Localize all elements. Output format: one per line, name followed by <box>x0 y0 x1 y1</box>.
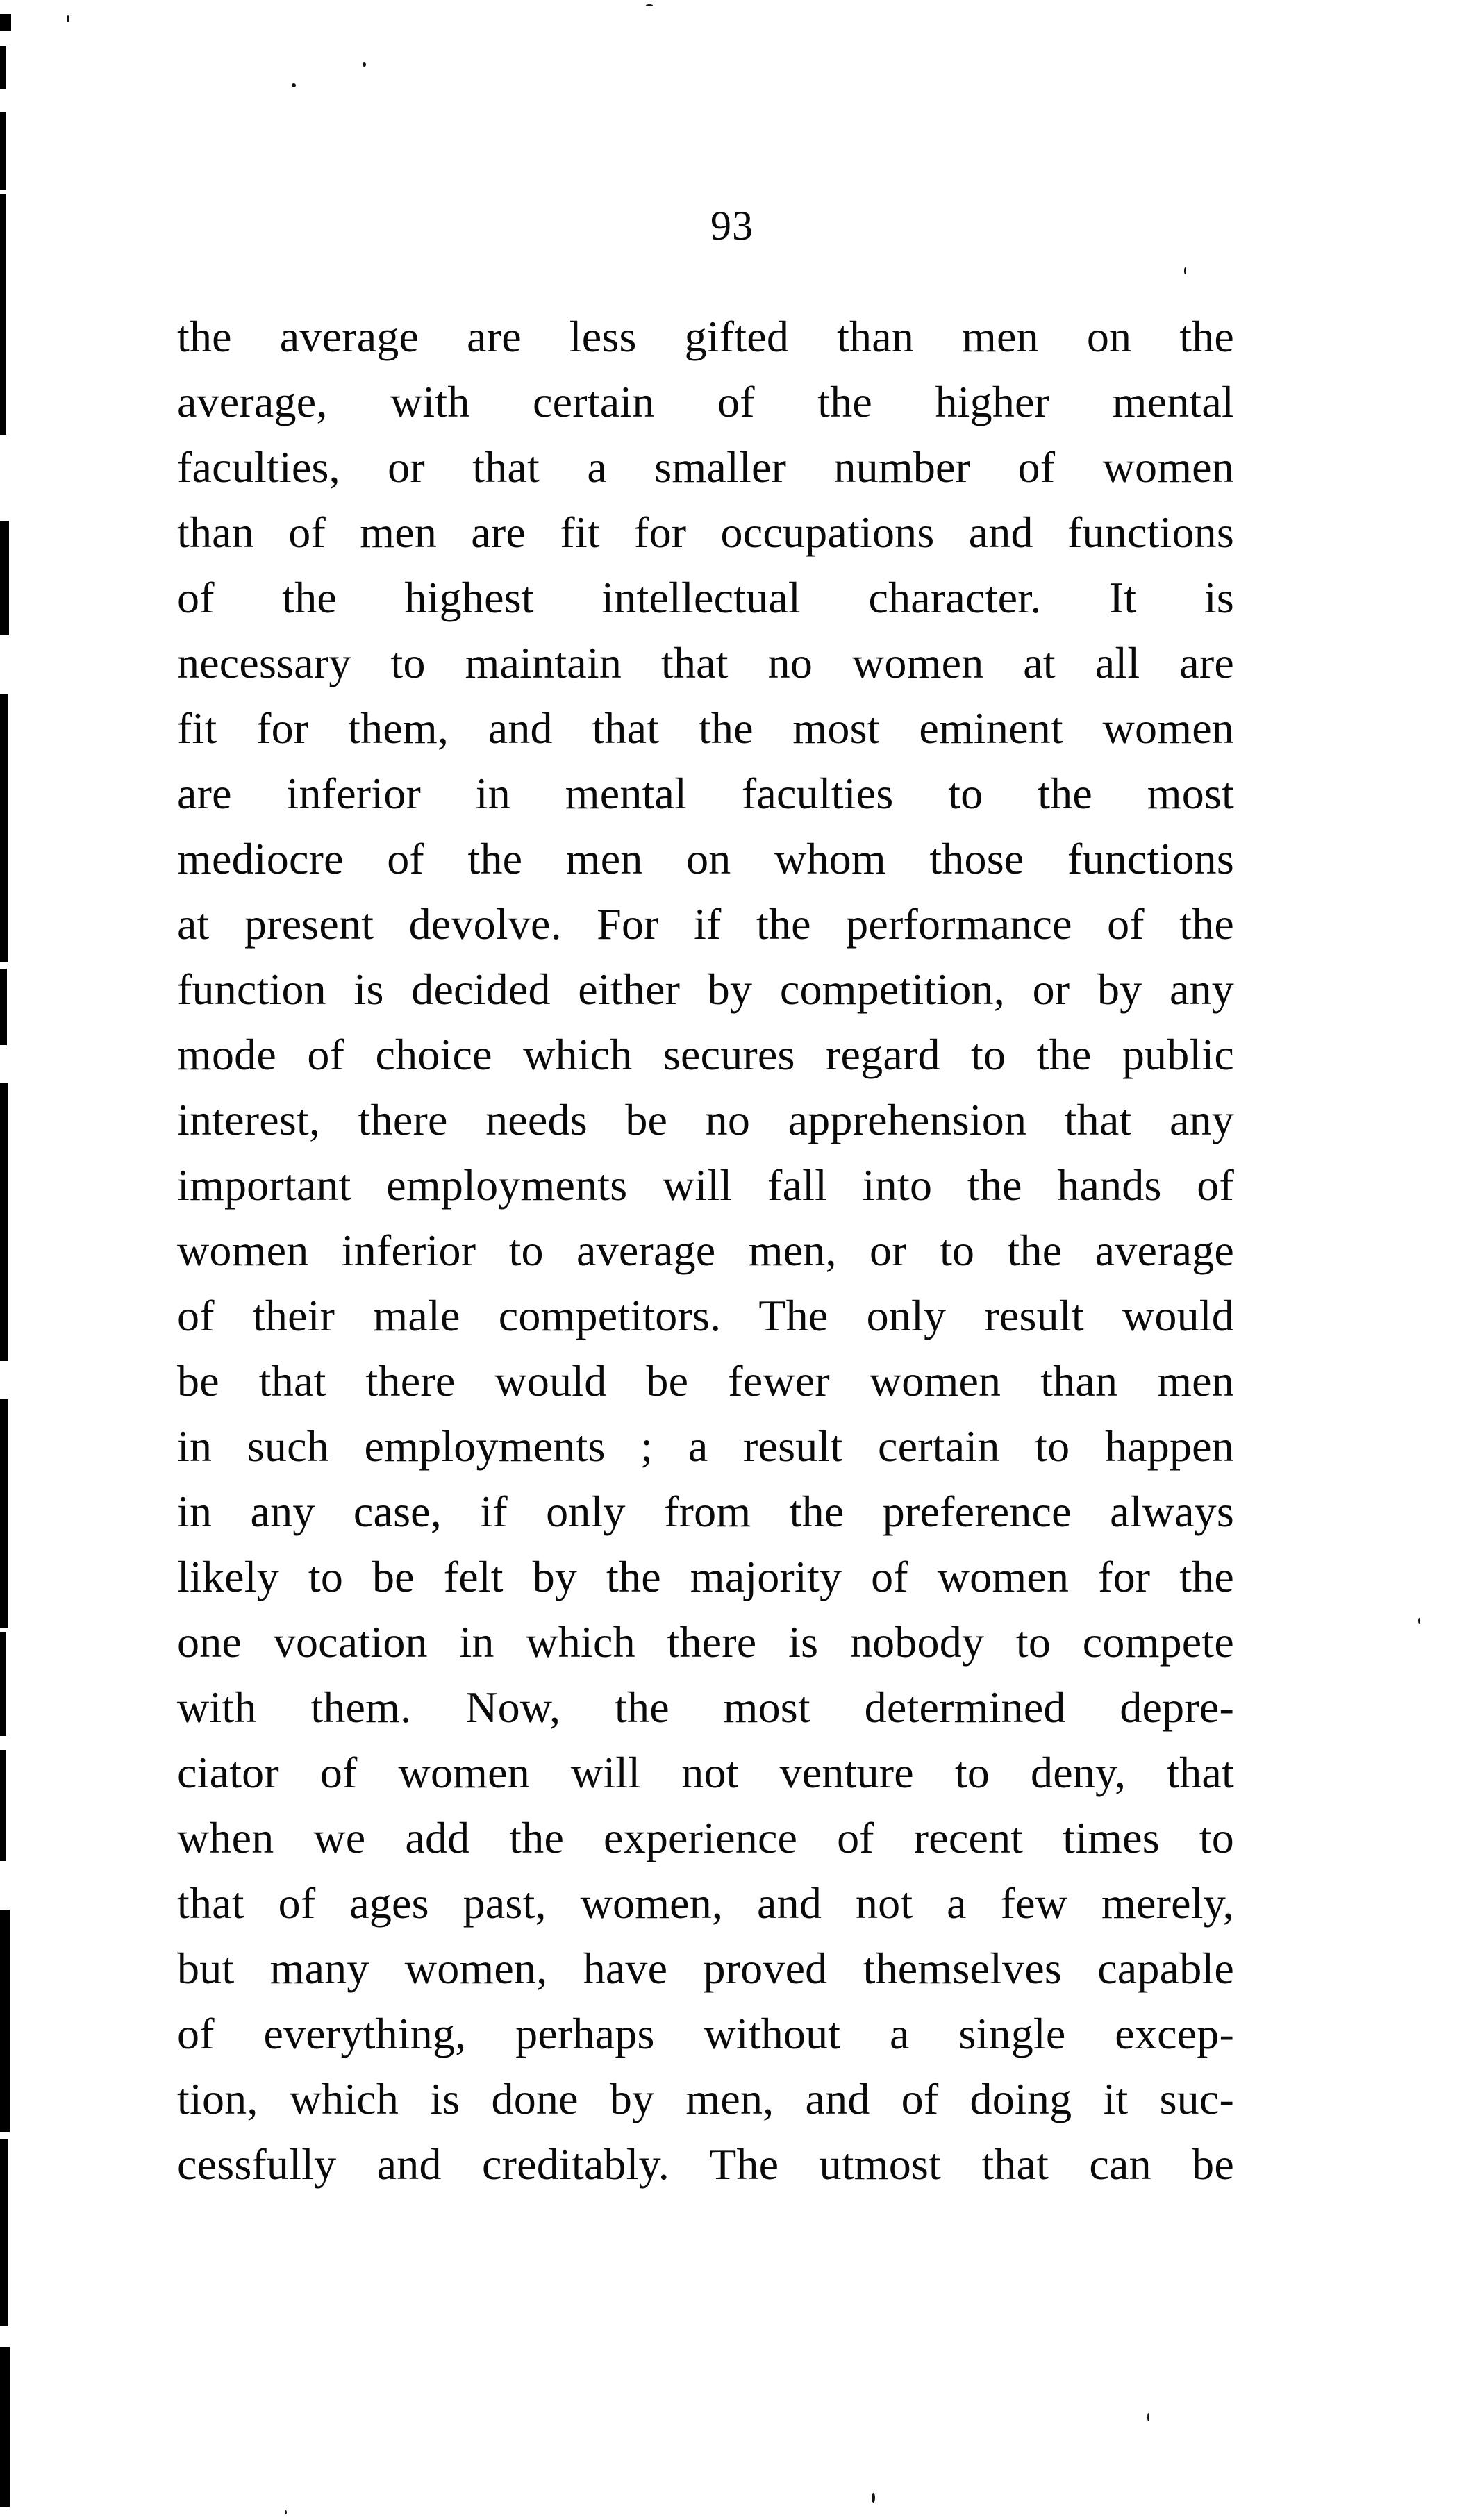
text-line: of their male competitors. The only result would <box>177 1291 1234 1340</box>
binding-edge-mark <box>0 2139 8 2326</box>
text-line: but many women, have proved themselves capable <box>177 1944 1234 1993</box>
text-line: of everything, perhaps without a single excep- <box>177 2009 1234 2058</box>
scan-speck <box>1147 2413 1149 2421</box>
binding-edge-mark <box>0 1083 8 1361</box>
text-line: ciator of women will not venture to deny, that <box>177 1748 1234 1797</box>
binding-edge-mark <box>0 1750 6 1861</box>
binding-edge-mark <box>0 694 8 962</box>
text-line: fit for them, and that the most eminent women <box>177 703 1234 753</box>
text-line: cessfully and creditably. The utmost that can be <box>177 2139 1234 2189</box>
body-text <box>177 304 1234 2197</box>
text-line: are inferior in mental faculties to the most <box>177 769 1234 818</box>
text-line: in such employments ; a result certain to happen <box>177 1421 1234 1471</box>
text-line: the average are less gifted than men on the <box>177 312 1234 361</box>
scan-speck <box>285 2510 287 2514</box>
text-line: likely to be felt by the majority of women for the <box>177 1552 1234 1601</box>
text-line: average, with certain of the higher mental <box>177 377 1234 426</box>
text-line: be that there would be fewer women than men <box>177 1356 1234 1405</box>
scan-speck <box>872 2493 875 2503</box>
text-line: in any case, if only from the preference always <box>177 1487 1234 1536</box>
text-line: tion, which is done by men, and of doing it suc- <box>177 2074 1234 2123</box>
text-line: that of ages past, women, and not a few merely, <box>177 1878 1234 1928</box>
text-line: mode of choice which secures regard to the public <box>177 1030 1234 1079</box>
binding-edge-mark <box>0 521 9 635</box>
text-line: than of men are fit for occupations and functions <box>177 508 1234 557</box>
binding-edge-mark <box>0 1632 6 1736</box>
text-line: one vocation in which there is nobody to compete <box>177 1617 1234 1667</box>
text-line: when we add the experience of recent times to <box>177 1813 1234 1862</box>
binding-edge-mark <box>0 112 6 190</box>
binding-edge-mark <box>0 969 7 1045</box>
text-line: important employments will fall into the hands of <box>177 1160 1234 1210</box>
text-line: women inferior to average men, or to the average <box>177 1226 1234 1275</box>
text-line: mediocre of the men on whom those functions <box>177 834 1234 883</box>
text-line: interest, there needs be no apprehension that any <box>177 1095 1234 1144</box>
scan-speck <box>67 15 69 22</box>
scan-speck <box>1418 1618 1420 1624</box>
binding-edge-mark <box>0 1910 10 2132</box>
page-number: 93 <box>710 203 754 249</box>
binding-edge-mark <box>0 1399 8 1628</box>
scan-speck <box>1184 267 1186 274</box>
text-line: faculties, or that a smaller number of women <box>177 442 1234 492</box>
text-line: necessary to maintain that no women at all are <box>177 638 1234 687</box>
text-line: of the highest intellectual character. It is <box>177 573 1234 622</box>
binding-edge-mark <box>0 14 11 31</box>
scan-speck <box>363 62 366 67</box>
binding-edge-mark <box>0 2347 10 2507</box>
binding-edge-mark <box>0 46 6 89</box>
text-line: at present devolve. For if the performance of the <box>177 899 1234 949</box>
text-line: function is decided either by competition, or by any <box>177 965 1234 1014</box>
text-line: with them. Now, the most determined depre- <box>177 1683 1234 1732</box>
scan-speck <box>646 4 653 6</box>
scan-speck <box>292 83 296 87</box>
